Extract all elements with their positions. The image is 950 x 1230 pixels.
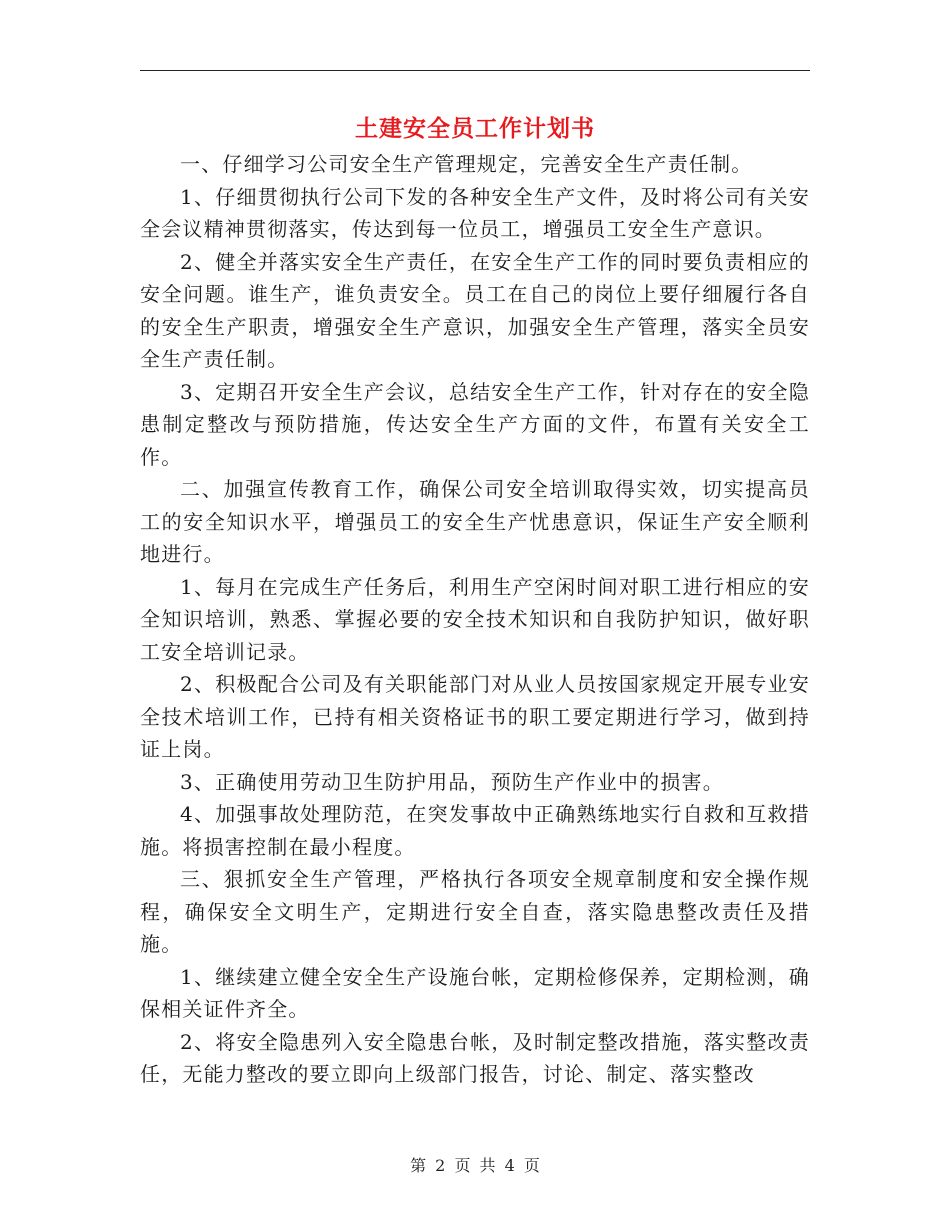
document-title: 土建安全员工作计划书 — [355, 115, 595, 142]
section-3-heading: 三、狠抓安全生产管理，严格执行各项安全规章制度和安全操作规程，确保安全文明生产，定期进行安全自查，落实隐患整改责任及措施。 — [140, 867, 810, 956]
page-number: 第 2 页 共 4 页 — [410, 1156, 540, 1175]
section-2-item-4: 4、加强事故处理防范，在突发事故中正确熟练地实行自救和互救措施。将损害控制在最小程度。 — [140, 802, 810, 859]
section-3-item-1: 1、继续建立健全安全生产设施台帐，定期检修保养，定期检测，确保相关证件齐全。 — [140, 964, 810, 1021]
section-2-item-3: 3、正确使用劳动卫生防护用品，预防生产作业中的损害。 — [180, 769, 724, 794]
header-rule — [140, 70, 810, 71]
section-2-item-2: 2、积极配合公司及有关职能部门对从业人员按国家规定开展专业安全技术培训工作，已持有相关资格证书的职工要定期进行学习，做到持证上岗。 — [140, 672, 810, 761]
section-1-item-2: 2、健全并落实安全生产责任，在安全生产工作的同时要负责相应的安全问题。谁生产，谁负责安全。员工在自己的岗位上要仔细履行各自的安全生产职责，增强安全生产意识，加强安全生产管理，落实全员安全生产责任制。 — [140, 249, 810, 371]
section-2-heading: 二、加强宣传教育工作，确保公司安全培训取得实效，切实提高员工的安全知识水平，增强员工的安全生产忧患意识，保证生产安全顺利地进行。 — [140, 477, 810, 566]
section-1-heading: 一、仔细学习公司安全生产管理规定，完善安全生产责任制。 — [180, 152, 753, 176]
section-2-item-1: 1、每月在完成生产任务后，利用生产空闲时间对职工进行相应的安全知识培训，熟悉、掌握必要的安全技术知识和自我防护知识，做好职工安全培训记录。 — [140, 574, 810, 664]
document-body — [140, 148, 810, 1091]
section-1-item-1: 1、仔细贯彻执行公司下发的各种安全生产文件，及时将公司有关安全会议精神贯彻落实，传达到每一位员工，增强员工安全生产意识。 — [140, 184, 810, 241]
section-3-item-2: 2、将安全隐患列入安全隐患台帐，及时制定整改措施，落实整改责任，无能力整改的要立即向上级部门报告，讨论、制定、落实整改 — [140, 1029, 810, 1086]
section-1-item-3: 3、定期召开安全生产会议，总结安全生产工作，针对存在的安全隐患制定整改与预防措施，传达安全生产方面的文件，布置有关安全工作。 — [140, 379, 810, 469]
